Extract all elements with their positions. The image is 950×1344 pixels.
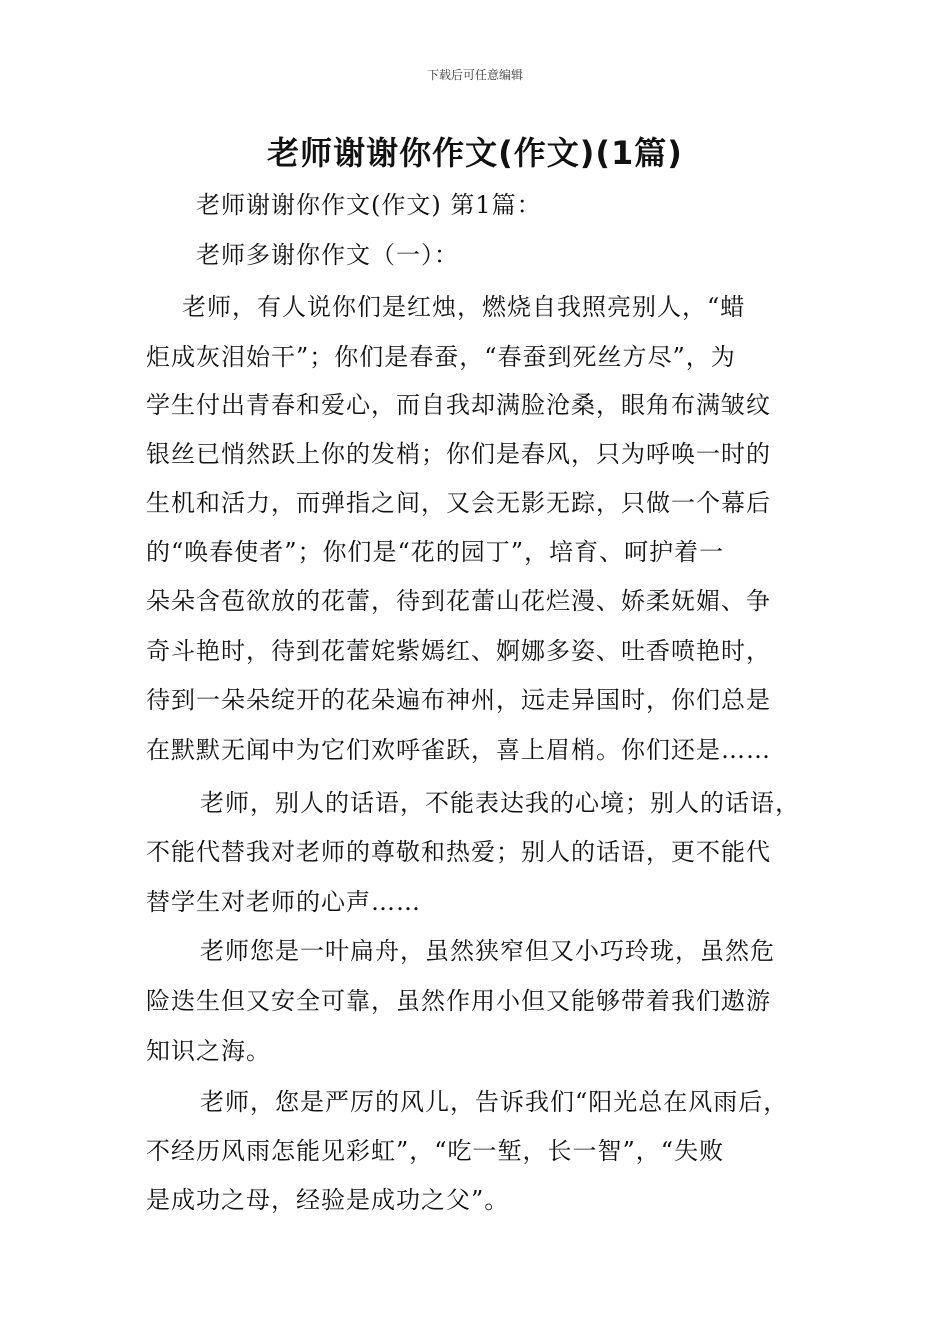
body-line: 替学生对老师的心声…… — [146, 888, 421, 916]
body-line: 老师，有人说你们是红烛，燃烧自我照亮别人，“蜡 — [182, 293, 746, 321]
body-line: 老师，您是严厉的风儿，告诉我们“阳光总在风雨后， — [200, 1088, 789, 1116]
body-line: 不经历风雨怎能见彩虹”，“吃一堑，长一智”，“失败 — [146, 1137, 725, 1165]
body-line: 朵朵含苞欲放的花蕾，待到花蕾山花烂漫、娇柔妩媚、争 — [146, 587, 771, 615]
body-line: 待到一朵朵绽开的花朵遍布神州，远走异国时，你们总是 — [146, 686, 771, 714]
page-header: 下载后可任意编辑 — [426, 68, 523, 82]
document-title: 老师谢谢你作文(作文)(1篇) — [267, 134, 683, 172]
body-line: 银丝已悄然跃上你的发梢；你们是春风，只为呼唤一时的 — [146, 440, 771, 468]
body-line: 炬成灰泪始干”；你们是春蚕，“春蚕到死丝方尽”，为 — [146, 343, 736, 371]
subtitle-line: 老师谢谢你作文(作文) 第1篇： — [196, 191, 542, 219]
body-line: 不能代替我对老师的尊敬和热爱；别人的话语，更不能代 — [146, 838, 771, 866]
body-line: 知识之海。 — [146, 1037, 271, 1065]
body-line: 奇斗艳时，待到花蕾姹紫嫣红、婀娜多姿、吐香喷艳时， — [146, 637, 771, 665]
body-line: 老师，别人的话语，不能表达我的心境；别人的话语， — [200, 789, 800, 817]
body-line: 险迭生但又安全可靠，虽然作用小但又能够带着我们遨游 — [146, 987, 771, 1015]
body-line: 老师您是一叶扁舟，虽然狭窄但又小巧玲珑，虽然危 — [200, 937, 775, 965]
body-line: 生机和活力，而弹指之间，又会无影无踪，只做一个幕后 — [146, 489, 771, 517]
section-heading: 老师多谢你作文（一）： — [196, 241, 459, 269]
body-line: 是成功之母，经验是成功之父”。 — [146, 1186, 510, 1214]
body-line: 在默默无闻中为它们欢呼雀跃，喜上眉梢。你们还是…… — [146, 736, 771, 764]
body-line: 的“唤春使者”；你们是“花的园丁”，培育、呵护着一 — [146, 538, 725, 566]
body-line: 学生付出青春和爱心，而自我却满脸沧桑，眼角布满皱纹 — [146, 391, 771, 419]
